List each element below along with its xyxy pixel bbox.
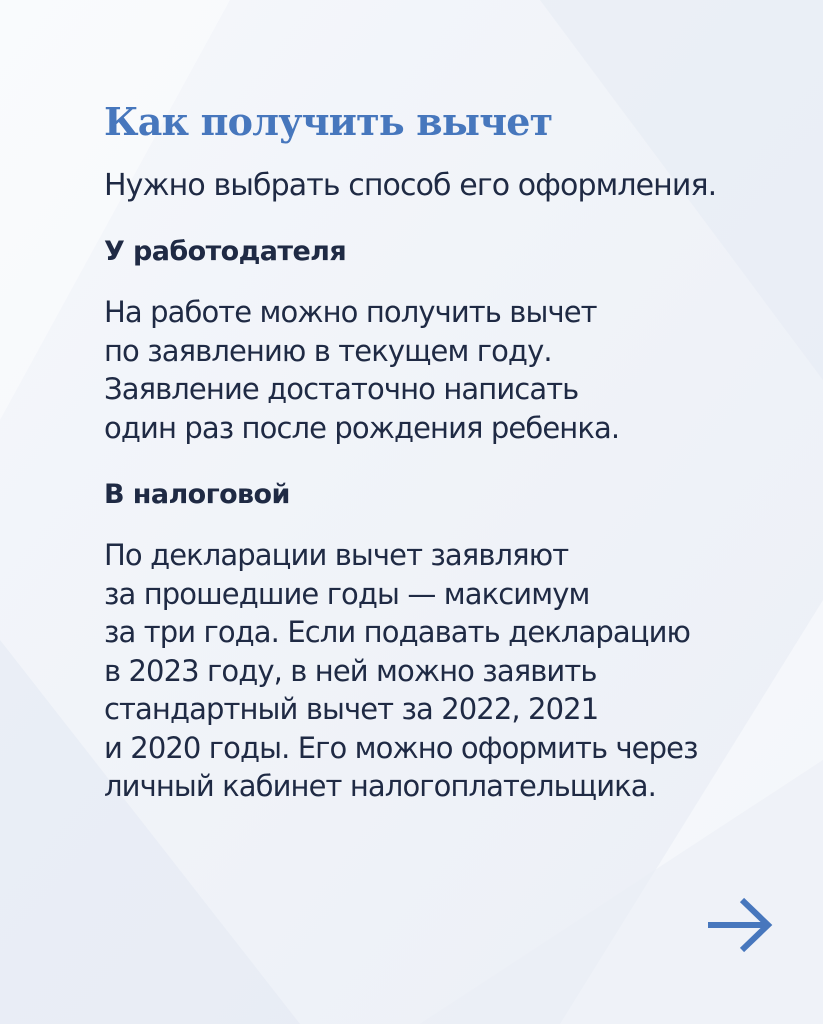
text-line: по заявлению в текущем году. — [104, 333, 552, 368]
text-line: в 2023 году, в ней можно заявить — [104, 653, 597, 688]
text-line: На работе можно получить вычет — [104, 295, 597, 329]
intro-text: Нужно выбрать способ его оформления. — [104, 168, 717, 203]
text-line: По декларации вычет заявляют — [104, 538, 569, 572]
section-body-employer — [104, 293, 804, 447]
text-line: один раз после рождения ребенка. — [104, 410, 620, 445]
page-title: Как получить вычет — [104, 99, 553, 144]
text-line: стандартный вычет за 2022, 2021 — [104, 692, 599, 726]
text-line: и 2020 годы. Его можно оформить через — [104, 730, 698, 765]
text-line: Заявление достаточно написать — [104, 372, 579, 406]
section-heading-employer: У работодателя — [104, 236, 347, 267]
text-line: за три года. Если подавать декларацию — [104, 615, 691, 649]
section-heading-tax-office: В налоговой — [104, 479, 290, 510]
arrow-right-icon[interactable] — [704, 896, 774, 954]
section-body-tax-office — [104, 536, 804, 806]
content-area — [104, 96, 804, 806]
text-line: за прошедшие годы — максимум — [104, 576, 590, 611]
text-line: личный кабинет налогоплательщика. — [104, 769, 656, 803]
